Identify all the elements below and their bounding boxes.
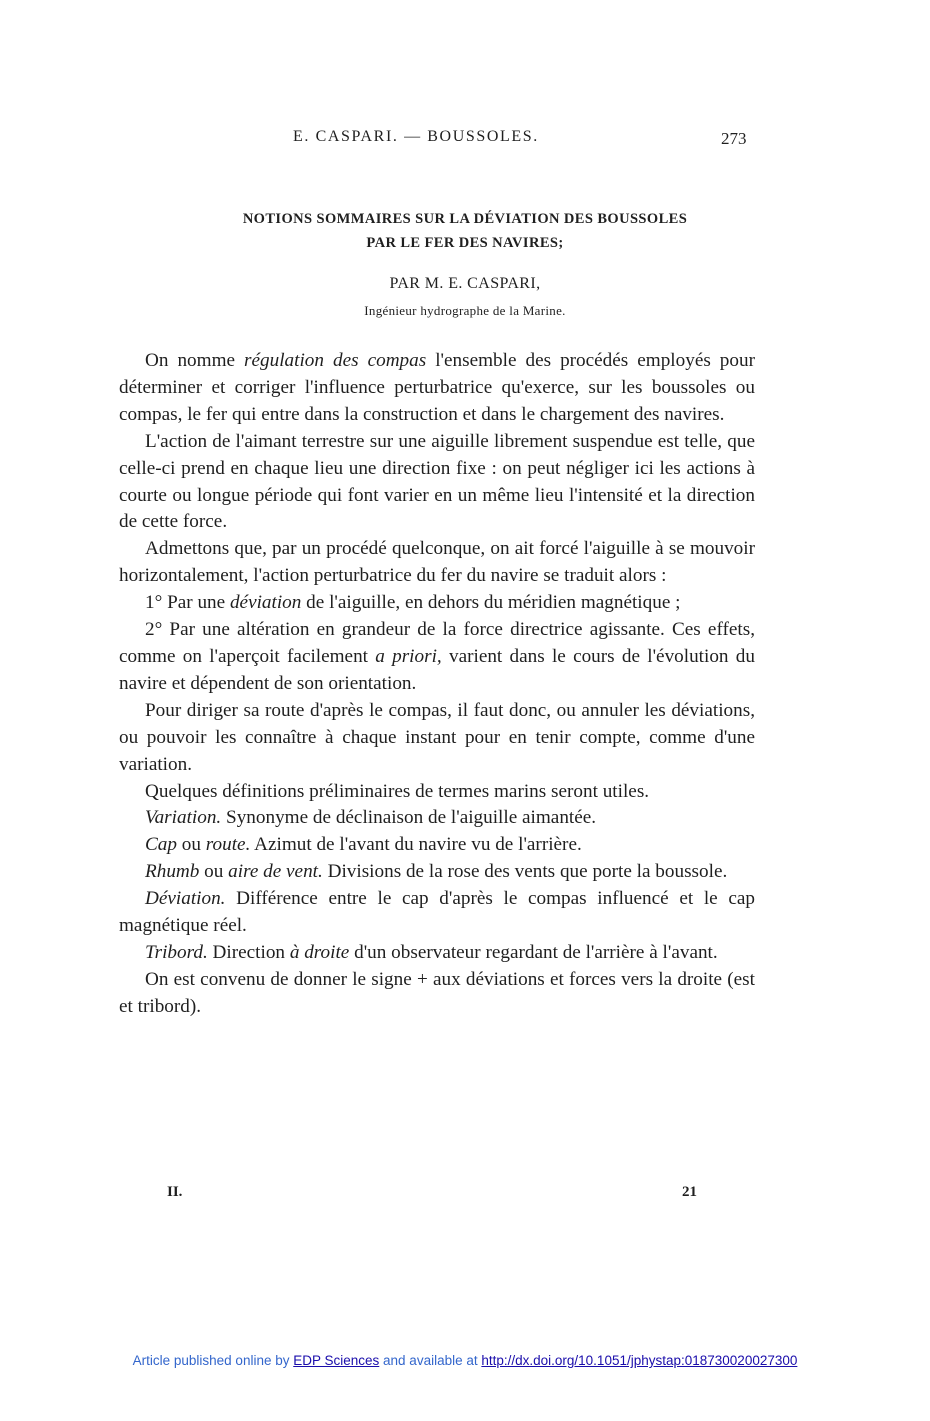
text-run: 1° Par une — [145, 592, 230, 614]
italic-term: à droite — [289, 941, 350, 963]
paragraph — [119, 536, 755, 590]
paragraph — [119, 590, 755, 617]
text-run: Différence entre le cap d'après le compas influencé et le cap magnétique réel. — [119, 888, 755, 937]
text-run: de l'aiguille, en dehors du méridien magnétique ; — [301, 592, 681, 614]
title-line-2: PAR LE FER DES NAVIRES; — [366, 235, 564, 251]
italic-term: Cap — [145, 834, 177, 856]
notice-text: Article published online by — [132, 1353, 294, 1368]
definition-tribord — [119, 940, 755, 967]
page-header — [0, 128, 930, 156]
article-title — [150, 207, 780, 255]
text-run: varient dans le cours de l'évolution du navire et dépendent de son orientation. — [119, 645, 755, 694]
publisher-notice — [0, 1353, 930, 1368]
text-run: L'action de l'aimant terrestre sur une aiguille librement suspendue est telle, que celle-ci prend en chaque lieu une direction fixe : on peut négliger ici les actions à courte ou longue période qui font varier en un même lieu l'intensité et la direction de cette force. — [119, 430, 755, 533]
italic-term: déviation — [229, 592, 302, 614]
notice-text: and available at — [379, 1353, 482, 1368]
page-number: 273 — [721, 129, 747, 148]
italic-term: aire de vent. — [228, 861, 323, 883]
italic-term: Tribord. — [145, 941, 208, 963]
text-run: d'un observateur regardant de l'arrière à l'avant. — [349, 941, 718, 963]
author-affiliation: Ingénieur hydrographe de la Marine. — [364, 303, 566, 318]
italic-term: route. — [205, 834, 251, 856]
text-run: Azimut de l'avant du navire vu de l'arrière. — [250, 834, 582, 856]
text-run: ou — [199, 861, 229, 883]
text-run: On nomme — [145, 350, 245, 371]
text-run: 2° Par une altération en grandeur de la force directrice agissante. Ces effets, comme on l'aperçoit facilement — [119, 619, 755, 667]
text-run: On est convenu de donner le signe + aux déviations et forces vers la droite (est et tribord). — [119, 968, 755, 1017]
paragraph — [119, 617, 755, 698]
italic-term: a priori, — [375, 645, 442, 667]
italic-term: régulation des compas — [244, 350, 427, 371]
signature-mark: II. — [167, 1184, 183, 1200]
sheet-number: 21 — [682, 1184, 697, 1200]
text-run: Pour diriger sa route d'après le compas, il faut donc, ou annuler les déviations, ou pouvoir les connaître à chaque instant pour en tenir compte, comme d'une variation. — [119, 699, 755, 775]
paragraph — [119, 779, 755, 806]
text-run: Direction — [207, 941, 290, 963]
italic-term: Rhumb — [145, 861, 200, 883]
text-run: Divisions de la rose des vents que porte la boussole. — [322, 861, 728, 883]
text-run: l'ensemble des procédés employés pour déterminer et corriger l'influence perturbatrice qu'exerce, sur les boussoles ou compas, le fer qui entre dans la construction et dans le chargement des navires. — [119, 350, 755, 425]
italic-term: Déviation. — [145, 888, 226, 910]
article-body — [119, 348, 755, 1021]
paragraph — [119, 429, 755, 537]
doi-link[interactable]: http://dx.doi.org/10.1051/jphystap:018730020027300 — [481, 1353, 798, 1368]
paragraph — [119, 967, 755, 1021]
text-run: Quelques définitions préliminaires de termes marins seront utiles. — [145, 780, 650, 802]
running-title: E. CASPARI. — BOUSSOLES. — [293, 128, 539, 145]
paragraph — [119, 348, 755, 429]
title-line-1: NOTIONS SOMMAIRES SUR LA DÉVIATION DES BOUSSOLES — [242, 211, 688, 227]
definition-rhumb — [119, 859, 755, 886]
definition-cap — [119, 832, 755, 859]
paragraph — [119, 698, 755, 779]
text-run: Admettons que, par un procédé quelconque, on ait forcé l'aiguille à se mouvoir horizontalement, l'action perturbatrice du fer du navire se traduit alors : — [119, 538, 755, 587]
italic-term: Variation. — [145, 807, 222, 829]
definition-variation — [119, 805, 755, 832]
page-footer — [0, 1184, 930, 1208]
edp-sciences-link[interactable]: EDP Sciences — [293, 1353, 380, 1368]
definition-deviation — [119, 886, 755, 940]
text-run: Synonyme de déclinaison de l'aiguille aimantée. — [221, 807, 597, 829]
author-byline: PAR M. E. CASPARI, — [389, 275, 541, 292]
text-run: ou — [177, 834, 206, 856]
